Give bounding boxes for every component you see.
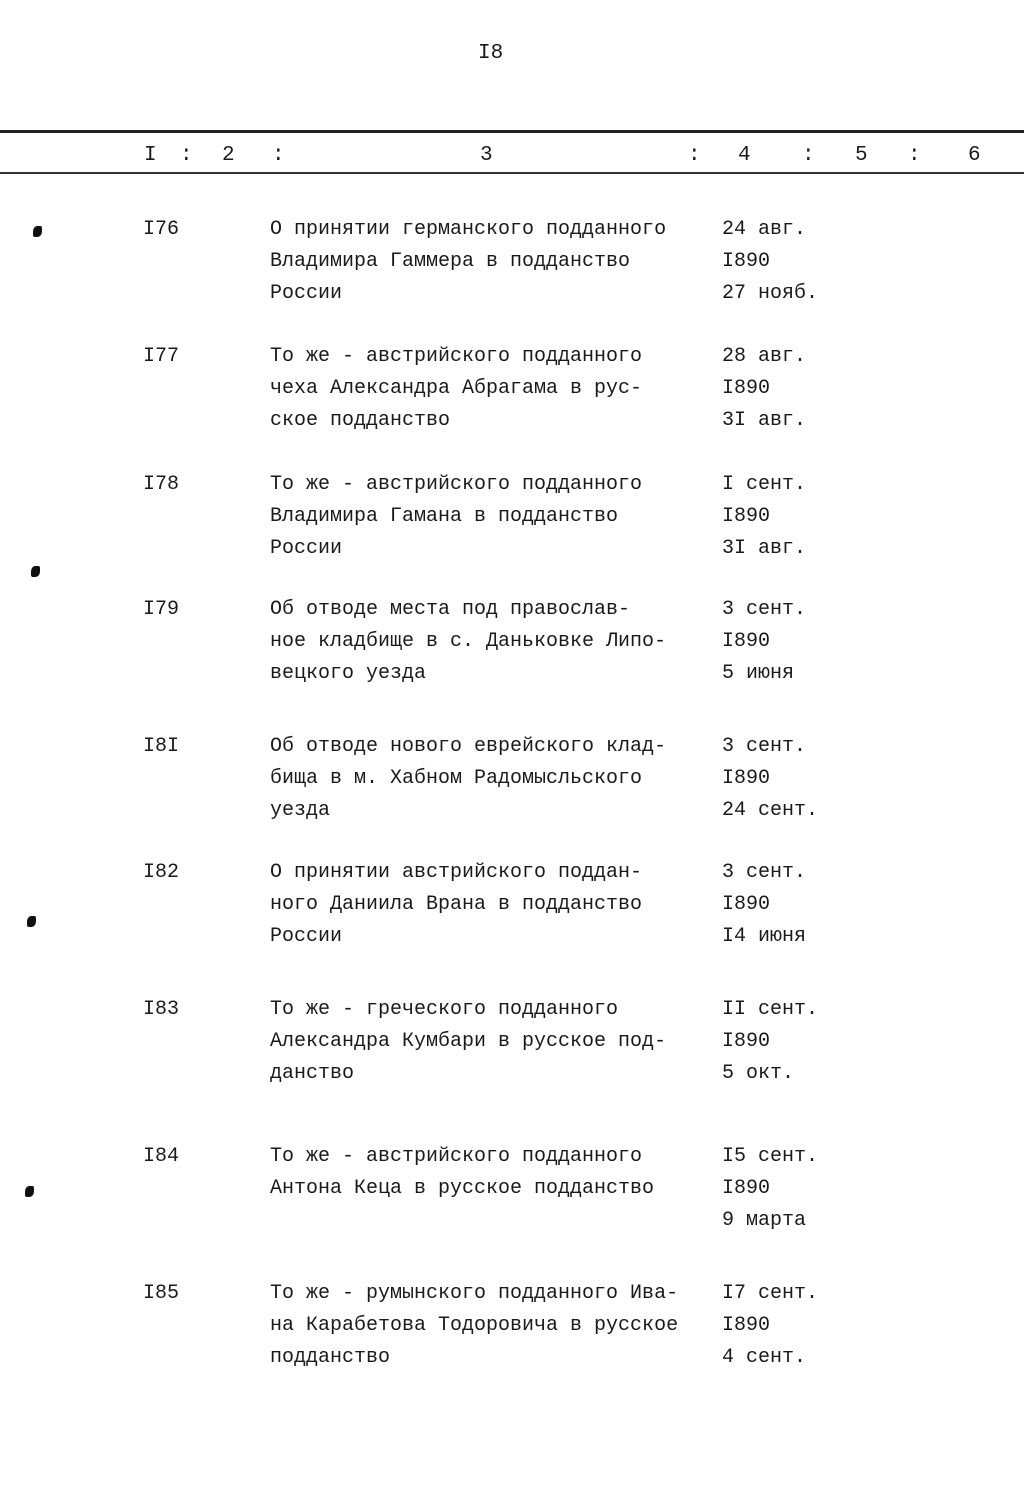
description-line: бища в м. Хабном Радомысльского	[270, 767, 643, 790]
description-line: уезда	[270, 799, 331, 822]
date-line: I890	[722, 505, 771, 528]
description-line: России	[270, 537, 343, 560]
date-line: 3 сент.	[722, 861, 807, 884]
description-line: Об отводе нового еврейского клад-	[270, 735, 667, 758]
binding-hole-mark	[27, 916, 36, 927]
description-line: вецкого уезда	[270, 662, 427, 685]
description-line: То же - австрийского подданного	[270, 345, 643, 368]
table-header-rule	[0, 172, 1024, 174]
entry-dates	[722, 214, 818, 310]
entry-dates	[722, 994, 818, 1090]
date-line: 5 окт.	[722, 1062, 795, 1085]
header-col-4: 4	[738, 144, 751, 167]
header-col-2: 2	[222, 144, 235, 167]
description-line: Владимира Гаммера в подданство	[270, 250, 631, 273]
entry-description	[270, 994, 666, 1090]
date-line: I сент.	[722, 473, 807, 496]
description-line: То же - австрийского подданного	[270, 1145, 643, 1168]
header-col-6: 6	[968, 144, 981, 167]
description-line: ское подданство	[270, 409, 451, 432]
description-line: Антона Кеца в русское подданство	[270, 1177, 655, 1200]
entry-description	[270, 594, 666, 690]
date-line: 3 сент.	[722, 598, 807, 621]
date-line: 24 сент.	[722, 799, 819, 822]
description-line: на Карабетова Тодоровича в русское	[270, 1314, 679, 1337]
date-line: 3I авг.	[722, 409, 807, 432]
description-line: О принятии германского подданного	[270, 218, 667, 241]
description-line: Александра Кумбари в русское под-	[270, 1030, 667, 1053]
date-line: I890	[722, 250, 771, 273]
description-line: ного Даниила Врана в подданство	[270, 893, 643, 916]
entry-number: I77	[143, 345, 180, 368]
header-col-3: 3	[480, 144, 493, 167]
entry-dates	[722, 731, 818, 827]
date-line: I4 июня	[722, 925, 807, 948]
entry-number: I78	[143, 473, 180, 496]
description-line: подданство	[270, 1346, 391, 1369]
date-line: I890	[722, 767, 771, 790]
entry-description	[270, 341, 642, 437]
date-line: 24 авг.	[722, 218, 807, 241]
description-line: данство	[270, 1062, 355, 1085]
entry-dates	[722, 1278, 818, 1374]
date-line: I890	[722, 377, 771, 400]
entry-dates	[722, 469, 806, 565]
description-line: ное кладбище в с. Даньковке Липо-	[270, 630, 667, 653]
header-separator: :	[802, 144, 815, 167]
date-line: 28 авг.	[722, 345, 807, 368]
description-line: России	[270, 282, 343, 305]
entry-number: I85	[143, 1282, 180, 1305]
date-line: I890	[722, 1177, 771, 1200]
date-line: 3I авг.	[722, 537, 807, 560]
header-col-1: I	[144, 144, 157, 167]
date-line: I7 сент.	[722, 1282, 819, 1305]
binding-hole-mark	[31, 566, 40, 577]
date-line: 9 марта	[722, 1209, 807, 1232]
entry-dates	[722, 594, 806, 690]
date-line: I890	[722, 630, 771, 653]
binding-hole-mark	[25, 1186, 34, 1197]
date-line: I890	[722, 1314, 771, 1337]
entry-number: I76	[143, 218, 180, 241]
date-line: 4 сент.	[722, 1346, 807, 1369]
binding-hole-mark	[33, 226, 42, 237]
entry-description	[270, 857, 642, 953]
page-number: I8	[478, 42, 504, 65]
date-line: I5 сент.	[722, 1145, 819, 1168]
header-separator: :	[908, 144, 921, 167]
description-line: Владимира Гамана в подданство	[270, 505, 619, 528]
description-line: То же - австрийского подданного	[270, 473, 643, 496]
description-line: Об отводе места под православ-	[270, 598, 631, 621]
entry-dates	[722, 341, 806, 437]
date-line: 5 июня	[722, 662, 795, 685]
entry-description	[270, 731, 666, 827]
description-line: О принятии австрийского поддан-	[270, 861, 643, 884]
date-line: I890	[722, 1030, 771, 1053]
description-line: России	[270, 925, 343, 948]
description-line: чеха Александра Абрагама в рус-	[270, 377, 643, 400]
header-separator: :	[180, 144, 193, 167]
entry-number: I79	[143, 598, 180, 621]
header-separator: :	[272, 144, 285, 167]
entry-number: I8I	[143, 735, 180, 758]
entry-number: I83	[143, 998, 180, 1021]
date-line: II сент.	[722, 998, 819, 1021]
entry-description	[270, 1141, 654, 1205]
date-line: 27 нояб.	[722, 282, 819, 305]
entry-number: I84	[143, 1145, 180, 1168]
date-line: 3 сент.	[722, 735, 807, 758]
entry-description	[270, 469, 642, 565]
description-line: То же - румынского подданного Ива-	[270, 1282, 679, 1305]
description-line: То же - греческого подданного	[270, 998, 619, 1021]
table-top-rule	[0, 130, 1024, 133]
entry-description	[270, 1278, 678, 1374]
entry-dates	[722, 1141, 818, 1237]
entry-number: I82	[143, 861, 180, 884]
header-col-5: 5	[855, 144, 868, 167]
entry-description	[270, 214, 666, 310]
header-separator: :	[688, 144, 701, 167]
entry-dates	[722, 857, 806, 953]
date-line: I890	[722, 893, 771, 916]
